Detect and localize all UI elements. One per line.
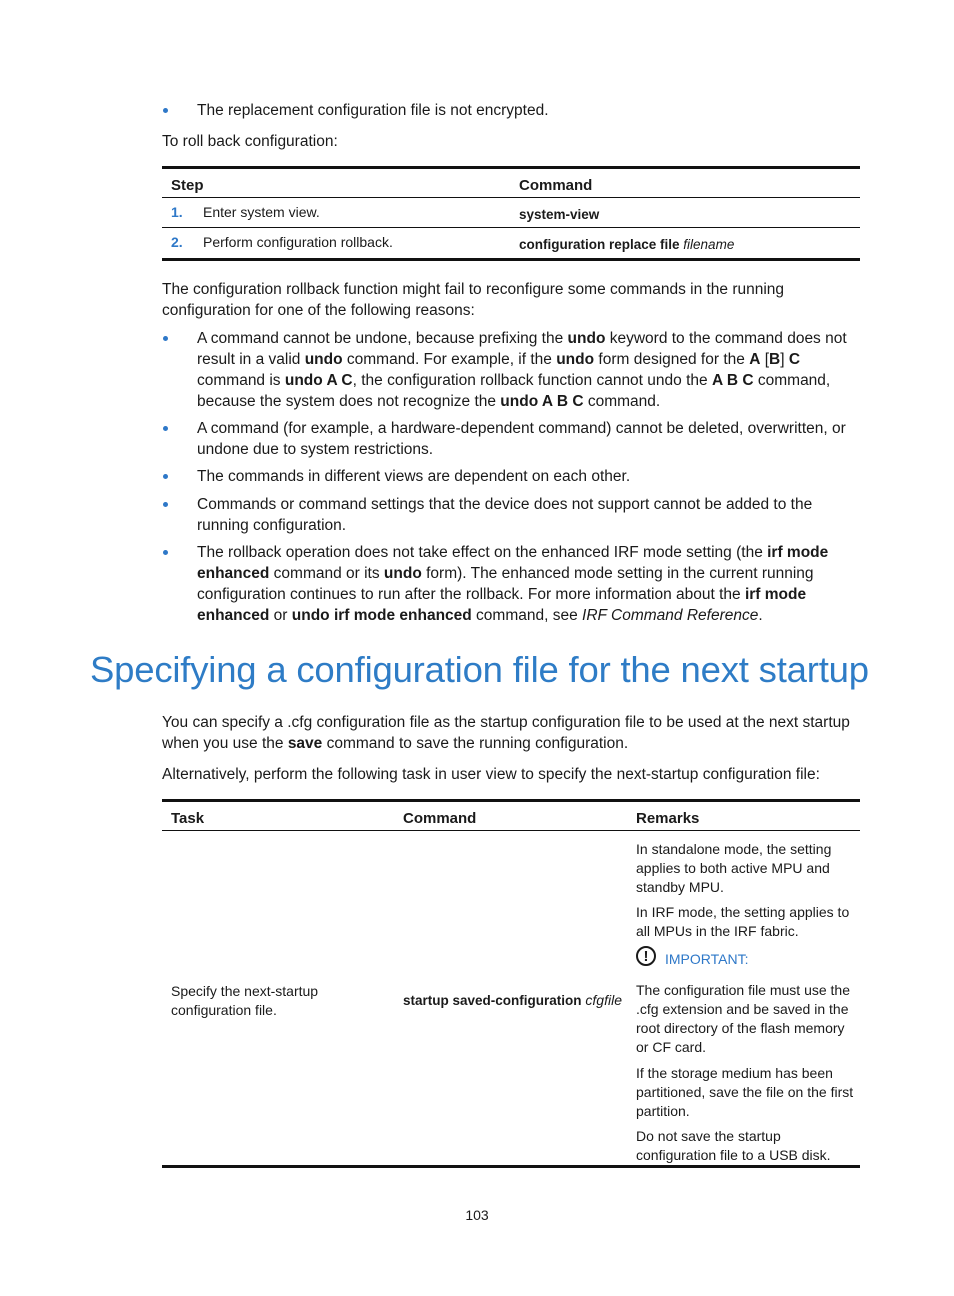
list-item	[162, 328, 867, 412]
important-label: IMPORTANT:	[665, 951, 749, 967]
rollback-intro: To roll back configuration:	[162, 133, 338, 150]
header-command: Command	[519, 177, 593, 194]
table-header-row	[162, 169, 860, 198]
alt-paragraph: Alternatively, perform the following task in user view to specify the next-startup configuration file:	[162, 766, 820, 783]
command-cell	[511, 228, 860, 258]
table-row	[162, 198, 860, 228]
text: command. For example, if the	[342, 351, 557, 368]
reference-title: IRF Command Reference	[582, 607, 759, 624]
text: The commands in different views are dependent on each other.	[197, 468, 631, 485]
text: form). The enhanced mode setting in the current running configuration continues to run after the rollback. For more information about the	[197, 565, 814, 603]
command-keyword: system-view	[519, 207, 600, 222]
text: form designed for the	[594, 351, 750, 368]
text: command.	[583, 393, 661, 410]
keyword: undo irf mode enhanced	[291, 607, 472, 624]
text: ]	[780, 351, 789, 368]
header-step: Step	[171, 177, 204, 194]
keyword: A	[749, 351, 761, 368]
text: The rollback operation does not take effect on the enhanced IRF mode setting (the	[197, 544, 768, 561]
text: keyword to the command does not result in a valid	[197, 330, 847, 368]
keyword: B	[769, 351, 781, 368]
text: command, see	[471, 607, 583, 624]
keyword: undo	[383, 565, 422, 582]
step-cell	[162, 228, 511, 258]
keyword: undo	[304, 351, 343, 368]
step-number: 1.	[171, 204, 183, 220]
list-item	[162, 418, 867, 460]
step-text: Enter system view.	[203, 204, 320, 220]
text: , the configuration rollback function cannot undo the	[352, 372, 712, 389]
step-cell	[162, 198, 511, 227]
keyword: irf mode enhanced	[197, 586, 807, 624]
bullet-icon	[163, 502, 168, 507]
text: [	[760, 351, 770, 368]
section-heading: Specifying a configuration file for the next startup	[90, 649, 869, 690]
text: A command (for example, a hardware-dependent command) cannot be deleted, overwritten, or undone due to system restrictions.	[197, 420, 846, 458]
rollback-steps-table	[162, 166, 860, 261]
table-row	[162, 228, 860, 258]
bullet-icon	[163, 108, 168, 113]
table-header-row	[162, 802, 860, 831]
text: A command cannot be undone, because prefixing the	[197, 330, 568, 347]
command-argument: filename	[683, 237, 735, 252]
keyword: undo	[567, 330, 606, 347]
list-item	[162, 494, 867, 536]
remark-partition: If the storage medium has been partitioned, save the file on the first partition.	[636, 1065, 854, 1119]
command-keyword: configuration replace file	[519, 237, 680, 252]
bullet-icon	[163, 550, 168, 555]
startup-config-table	[162, 799, 860, 1168]
keyword: C	[788, 351, 801, 368]
remark-irf: In IRF mode, the setting applies to all MPUs in the IRF fabric.	[636, 904, 850, 939]
exclamation-circle-icon: !	[636, 946, 656, 966]
header-task: Task	[171, 810, 205, 827]
intro-bullet-list	[162, 100, 867, 121]
text: command, because the system does not recognize the	[197, 372, 831, 410]
keyword: A B C	[711, 372, 754, 389]
remark-cfg-extension: The configuration file must use the .cfg extension and be saved in the root directory of the flash memory or CF card.	[636, 982, 851, 1055]
keyword: undo A B C	[500, 393, 584, 410]
command-argument: cfgfile	[585, 992, 622, 1008]
header-remarks: Remarks	[636, 810, 700, 827]
remark-usb: Do not save the startup configuration file to a USB disk.	[636, 1128, 831, 1163]
step-number: 2.	[171, 234, 183, 250]
text: Commands or command settings that the device does not support cannot be added to the running configuration.	[197, 496, 813, 534]
list-item	[162, 542, 867, 626]
command-cell	[403, 991, 633, 1010]
important-notice	[636, 945, 749, 967]
list-item	[162, 466, 867, 487]
text: command is	[197, 372, 285, 389]
header-command: Command	[403, 810, 477, 827]
step-text: Perform configuration rollback.	[203, 234, 393, 250]
bullet-icon	[163, 336, 168, 341]
fail-paragraph: The configuration rollback function might fail to reconfigure some commands in the running configuration for one of the following reasons:	[162, 281, 785, 319]
bullet-text: The replacement configuration file is not encrypted.	[197, 102, 549, 119]
keyword: irf mode enhanced	[197, 544, 829, 582]
spec-paragraph	[162, 712, 867, 754]
bullet-icon	[163, 426, 168, 431]
text: command or its	[269, 565, 384, 582]
text: .	[758, 607, 763, 624]
command-keyword: startup saved-configuration	[403, 993, 582, 1008]
task-cell: Specify the next-startup configuration file.	[171, 983, 319, 1018]
keyword: undo A C	[284, 372, 353, 389]
page-number: 103	[465, 1207, 489, 1223]
command-cell	[511, 198, 860, 227]
text: You can specify a .cfg configuration file as the startup configuration file to be used at the next startup when you use the	[162, 714, 850, 752]
keyword: save	[287, 735, 323, 752]
list-item	[162, 100, 867, 121]
text: or	[269, 607, 292, 624]
remark-standalone: In standalone mode, the setting applies to both active MPU and standby MPU.	[636, 841, 832, 895]
bullet-icon	[163, 474, 168, 479]
keyword: undo	[556, 351, 595, 368]
reasons-list	[162, 328, 867, 626]
text: command to save the running configuration.	[322, 735, 629, 752]
